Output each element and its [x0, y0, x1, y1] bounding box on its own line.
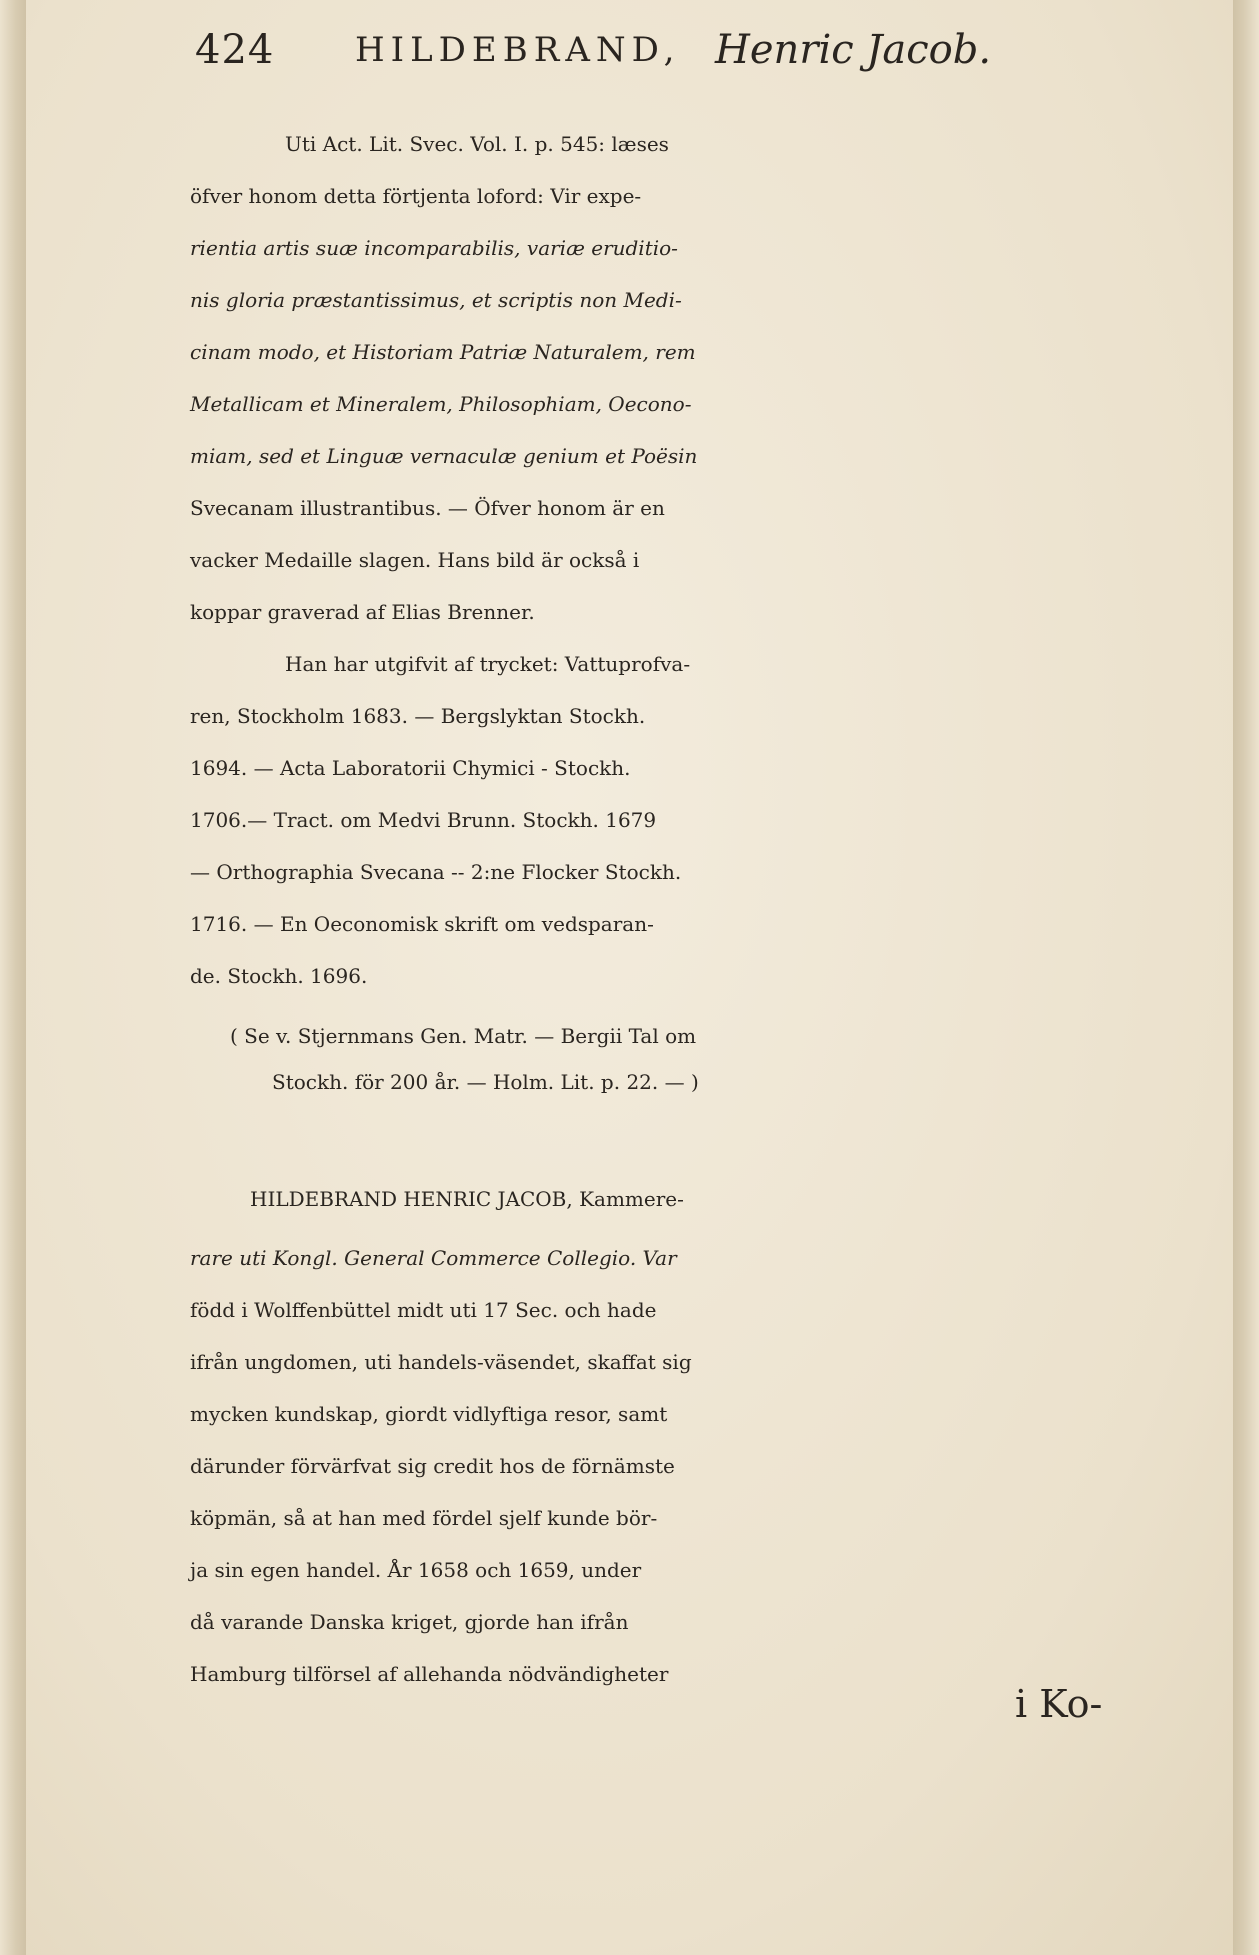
text-line: ja sin egen handel. År 1658 och 1659, under	[190, 1558, 642, 1582]
text-line: då varande Danska kriget, gjorde han ifrån	[190, 1610, 629, 1634]
text-line: därunder förvärfvat sig credit hos de förnämste	[190, 1454, 675, 1478]
reference-line: Stockh. för 200 år. — Holm. Lit. p. 22. — )	[272, 1070, 699, 1094]
text-line: nis gloria præstantissimus, et scriptis non Medi-	[190, 288, 682, 312]
text-line: de. Stockh. 1696.	[190, 964, 368, 988]
text-line: rientia artis suæ incomparabilis, variæ eruditio-	[190, 236, 678, 260]
catchword: i Ko-	[1015, 1682, 1103, 1726]
text-line: Han har utgifvit af trycket: Vattuprofva-	[285, 652, 691, 676]
running-header	[195, 20, 1095, 80]
text-line: född i Wolffenbüttel midt uti 17 Sec. och hade	[190, 1298, 657, 1322]
entry-heading: HILDEBRAND HENRIC JACOB, Kammere-	[250, 1187, 684, 1211]
text-line: 1706.— Tract. om Medvi Brunn. Stockh. 1679	[190, 808, 657, 832]
text-line: miam, sed et Linguæ vernaculæ genium et Poësin	[190, 444, 698, 468]
text-line: cinam modo, et Historiam Patriæ Naturalem, rem	[190, 340, 696, 364]
text-line: ren, Stockholm 1683. — Bergslyktan Stockh.	[190, 704, 646, 728]
running-head-name: Henric Jacob.	[715, 27, 992, 73]
text-line: — Orthographia Svecana -- 2:ne Flocker Stockh.	[190, 860, 682, 884]
text-line: vacker Medaille slagen. Hans bild är också i	[190, 548, 640, 572]
text-line: mycken kundskap, giordt vidlyftiga resor, samt	[190, 1402, 668, 1426]
text-line: öfver honom detta förtjenta loford: Vir expe-	[190, 184, 642, 208]
text-line: 1694. — Acta Laboratorii Chymici - Stockh.	[190, 756, 631, 780]
text-line: Uti Act. Lit. Svec. Vol. I. p. 545: læses	[285, 132, 669, 156]
text-line: rare uti Kongl. General Commerce Collegio. Var	[190, 1246, 677, 1270]
text-line: Svecanam illustrantibus. — Öfver honom är en	[190, 496, 665, 520]
text-line: koppar graverad af Elias Brenner.	[190, 600, 535, 624]
left-page-edge	[0, 0, 26, 1955]
text-line: Hamburg tilförsel af allehanda nödvändigheter	[190, 1662, 669, 1686]
right-page-edge	[1233, 0, 1259, 1955]
running-head: HILDEBRAND,	[355, 30, 681, 70]
text-line: 1716. — En Oeconomisk skrift om vedsparan-	[190, 912, 654, 936]
page-number: 424	[195, 27, 275, 73]
text-line: köpmän, så at han med fördel sjelf kunde bör-	[190, 1506, 658, 1530]
reference-line: ( Se v. Stjernmans Gen. Matr. — Bergii Tal om	[230, 1024, 697, 1048]
text-line: ifrån ungdomen, uti handels-väsendet, skaffat sig	[190, 1350, 692, 1374]
text-line: Metallicam et Mineralem, Philosophiam, Oecono-	[190, 392, 692, 416]
